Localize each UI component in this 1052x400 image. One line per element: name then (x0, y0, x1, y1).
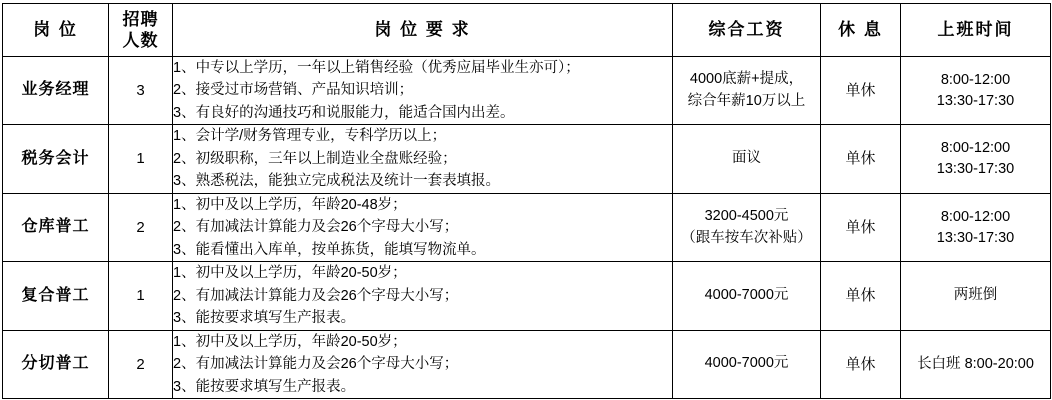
table-header-row (3, 4, 1051, 57)
requirement-line: 3、熟悉税法，能独立完成税法及统计一套表填报。 (173, 173, 501, 190)
requirement-line: 2、有加减法计算能力及会26个字母大小写； (173, 219, 459, 236)
cell-post: 税务会计 (3, 125, 109, 193)
recruitment-table (2, 3, 1051, 399)
cell-count: 2 (109, 330, 173, 398)
cell-count: 1 (109, 262, 173, 330)
worktime-line: 13:30-17:30 (936, 229, 1015, 246)
requirement-line: 1、初中及以上学历，年龄20-48岁； (173, 196, 407, 213)
worktime-line: 13:30-17:30 (936, 92, 1015, 109)
worktime-line: 长白班 8:00-20:00 (917, 355, 1034, 372)
cell-rest: 单休 (821, 330, 901, 398)
salary-line: 面议 (732, 150, 761, 167)
table-body (3, 57, 1051, 399)
salary-line: 4000-7000元 (704, 355, 789, 372)
cell-worktime (901, 125, 1051, 193)
cell-post: 业务经理 (3, 57, 109, 125)
worktime-line: 8:00-12:00 (940, 208, 1011, 225)
cell-salary (673, 125, 821, 193)
table-row (3, 193, 1051, 261)
cell-rest: 单休 (821, 193, 901, 261)
table-row (3, 262, 1051, 330)
salary-line: 4000-7000元 (704, 287, 789, 304)
column-header-salary: 综合工资 (673, 4, 821, 57)
cell-requirement (173, 262, 673, 330)
column-header-post: 岗 位 (3, 4, 109, 57)
column-header-count-line2: 人数 (122, 31, 159, 50)
cell-rest: 单休 (821, 125, 901, 193)
requirement-line: 2、有加减法计算能力及会26个字母大小写； (173, 287, 459, 304)
worktime-line: 两班倒 (953, 287, 998, 304)
requirement-line: 2、初级职称，三年以上制造业全盘账经验； (173, 150, 457, 167)
cell-rest: 单休 (821, 57, 901, 125)
table-row (3, 57, 1051, 125)
cell-salary (673, 57, 821, 125)
cell-worktime (901, 330, 1051, 398)
column-header-requirement: 岗 位 要 求 (173, 4, 673, 57)
requirement-line: 1、中专以上学历，一年以上销售经验（优秀应届毕业生亦可）； (173, 60, 580, 76)
cell-requirement (173, 57, 673, 125)
cell-count: 2 (109, 193, 173, 261)
cell-post: 复合普工 (3, 262, 109, 330)
salary-line: （跟车按车次补贴） (681, 229, 812, 246)
requirement-line: 3、能看懂出入库单，按单拣货，能填写物流单。 (173, 241, 486, 258)
requirement-line: 2、有加减法计算能力及会26个字母大小写； (173, 356, 459, 373)
cell-rest: 单休 (821, 262, 901, 330)
table-row (3, 125, 1051, 193)
worktime-line: 8:00-12:00 (940, 71, 1011, 88)
cell-worktime (901, 57, 1051, 125)
column-header-rest: 休 息 (821, 4, 901, 57)
column-header-count (109, 4, 173, 57)
cell-post: 仓库普工 (3, 193, 109, 261)
cell-count: 3 (109, 57, 173, 125)
cell-worktime (901, 193, 1051, 261)
salary-line: 4000底薪+提成， (689, 70, 804, 87)
salary-line: 3200-4500元 (704, 207, 789, 224)
cell-salary (673, 262, 821, 330)
cell-requirement (173, 193, 673, 261)
salary-line: 综合年薪10万以上 (687, 92, 806, 109)
cell-requirement (173, 125, 673, 193)
worktime-line: 8:00-12:00 (940, 140, 1011, 157)
column-header-count-line1: 招聘 (122, 9, 159, 29)
requirement-line: 2、接受过市场营销、产品知识培训； (173, 82, 414, 99)
cell-worktime (901, 262, 1051, 330)
cell-count: 1 (109, 125, 173, 193)
requirement-line: 1、初中及以上学历，年龄20-50岁； (173, 265, 407, 282)
cell-post: 分切普工 (3, 330, 109, 398)
requirement-line: 1、会计学/财务管理专业，专科学历以上； (173, 128, 447, 145)
cell-salary (673, 330, 821, 398)
requirement-line: 3、有良好的沟通技巧和说服能力，能适合国内出差。 (173, 104, 515, 121)
cell-salary (673, 193, 821, 261)
worktime-line: 13:30-17:30 (936, 161, 1015, 178)
table-row (3, 330, 1051, 398)
requirement-line: 1、初中及以上学历，年龄20-50岁； (173, 333, 407, 350)
requirement-line: 3、能按要求填写生产报表。 (173, 378, 356, 395)
requirement-line: 3、能按要求填写生产报表。 (173, 310, 356, 327)
table-header (3, 4, 1051, 57)
column-header-worktime: 上班时间 (901, 4, 1051, 57)
cell-requirement (173, 330, 673, 398)
